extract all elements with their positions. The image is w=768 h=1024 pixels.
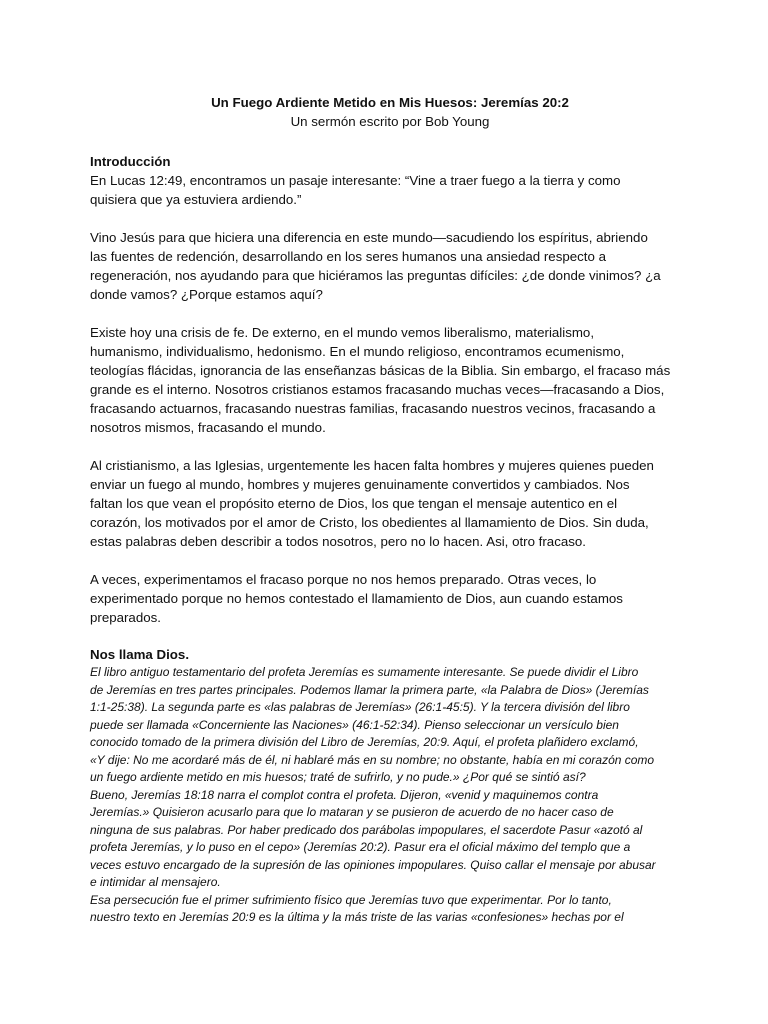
section-line: veces estuvo encargado de la supresión de las opiniones impopulares. Quiso callar el mensaje por abusar xyxy=(90,857,656,872)
paragraph-5 xyxy=(90,570,690,627)
section-line: profeta Jeremías, y lo puso en el cepo» (Jeremías 20:2). Pasur era el oficial máximo del templo que a xyxy=(90,840,631,854)
paragraph-line: grande es el interno. Nosotros cristianos estamos fracasando muchas veces—fracasando a Dios, xyxy=(90,382,665,397)
paragraph-2 xyxy=(90,228,690,304)
paragraph-4 xyxy=(90,456,690,551)
paragraph-line: donde vamos? ¿Porque estamos aquí? xyxy=(90,287,323,302)
section-line: de Jeremías en tres partes principales. Podemos llamar la primera parte, «la Palabra de Dios» (Jeremías xyxy=(90,682,649,697)
paragraph-line: corazón, los motivados por el amor de Cristo, los obedientes al llamamiento de Dios. Sin duda, xyxy=(90,515,649,530)
section-body xyxy=(90,664,690,927)
paragraph-line: nosotros mismos, fracasando el mundo. xyxy=(90,420,326,435)
paragraph-line: experimentado porque no hemos contestado el llamamiento de Dios, aun cuando estamos xyxy=(90,591,623,606)
document-page xyxy=(90,93,690,927)
paragraph-line: preparados. xyxy=(90,610,161,625)
paragraph-line: humanismo, individualismo, hedonismo. En el mundo religioso, encontramos ecumenismo, xyxy=(90,344,625,359)
section-line: puede ser llamada «Concerniente las Naciones» (46:1-52:34). Pienso seleccionar un versículo bien xyxy=(90,717,619,732)
document-subtitle: Un sermón escrito por Bob Young xyxy=(290,114,490,129)
section-line: ninguna de sus palabras. Por haber predicado dos parábolas impopulares, el sacerdote Pasur «azotó al xyxy=(90,822,643,837)
section-line: El libro antiguo testamentario del profeta Jeremías es sumamente interesante. Se puede dividir el Libro xyxy=(90,665,639,679)
section-line: «Y dije: No me acordaré más de él, ni hablaré más en su nombre; no obstante, había en mi corazón como xyxy=(90,752,655,767)
paragraph-line: En Lucas 12:49, encontramos un pasaje interesante: “Vine a traer fuego a la tierra y como xyxy=(90,173,621,188)
section-line: un fuego ardiente metido en mis huesos; traté de sufrirlo, y no pude.» ¿Por qué se sintió así? xyxy=(90,770,586,784)
paragraph-line: enviar un fuego al mundo, hombres y mujeres genuinamente convertidos y cambiados. Nos xyxy=(90,477,630,492)
intro-heading: Introducción xyxy=(90,154,171,169)
paragraph-line: Al cristianismo, a las Iglesias, urgentemente les hacen falta hombres y mujeres quienes pueden xyxy=(90,458,654,473)
section-line: e intimidar al mensajero. xyxy=(90,875,221,889)
paragraph-line: quisiera que ya estuviera ardiendo.” xyxy=(90,192,302,207)
paragraph-line: A veces, experimentamos el fracaso porque no nos hemos preparado. Otras veces, lo xyxy=(90,572,597,587)
paragraph-3 xyxy=(90,323,690,437)
section-line: 1:1-25:38). La segunda parte es «las palabras de Jeremías» (26:1-45:5). Y la tercera división del libro xyxy=(90,700,630,714)
paragraph-1 xyxy=(90,171,690,209)
paragraph-line: estas palabras deben describir a todos nosotros, pero no lo hacen. Asi, otro fracaso. xyxy=(90,534,586,549)
section-line: Bueno, Jeremías 18:18 narra el complot contra el profeta. Dijeron, «venid y maquinemos contra xyxy=(90,787,599,802)
section-line: nuestro texto en Jeremías 20:9 es la última y la más triste de las varias «confesiones» hechas por el xyxy=(90,910,624,924)
section-heading: Nos llama Dios. xyxy=(90,647,190,662)
paragraph-line: faltan los que vean el propósito eterno de Dios, los que tengan el mensaje autentico en el xyxy=(90,496,618,511)
section-line: conocido tomado de la primera división del Libro de Jeremías, 20:9. Aquí, el profeta plañidero exclamó, xyxy=(90,735,639,749)
section-line: Esa persecución fue el primer sufrimiento físico que Jeremías tuvo que experimentar. Por lo tanto, xyxy=(90,892,612,907)
paragraph-line: las fuentes de redención, desarrollando en los seres humanos una ansiedad respecto a xyxy=(90,249,606,264)
paragraph-line: regeneración, nos ayudando para que hiciéramos las preguntas difíciles: ¿de donde vinimos? ¿a xyxy=(90,268,661,283)
paragraph-line: teologías flácidas, ignorancia de las enseñanzas básicas de la Biblia. Sin embargo, el fracaso más xyxy=(90,363,671,378)
paragraph-line: Vino Jesús para que hiciera una diferencia en este mundo—sacudiendo los espíritus, abriendo xyxy=(90,230,648,245)
section-line: Jeremías.» Quisieron acusarlo para que lo mataran y se pusieron de acuerdo de no hacer caso de xyxy=(90,805,614,819)
paragraph-line: Existe hoy una crisis de fe. De externo, en el mundo vemos liberalismo, materialismo, xyxy=(90,325,595,340)
paragraph-line: fracasando actuarnos, fracasando nuestras familias, fracasando nuestros vecinos, fracasando a xyxy=(90,401,656,416)
document-title: Un Fuego Ardiente Metido en Mis Huesos: Jeremías 20:2 xyxy=(211,95,569,110)
